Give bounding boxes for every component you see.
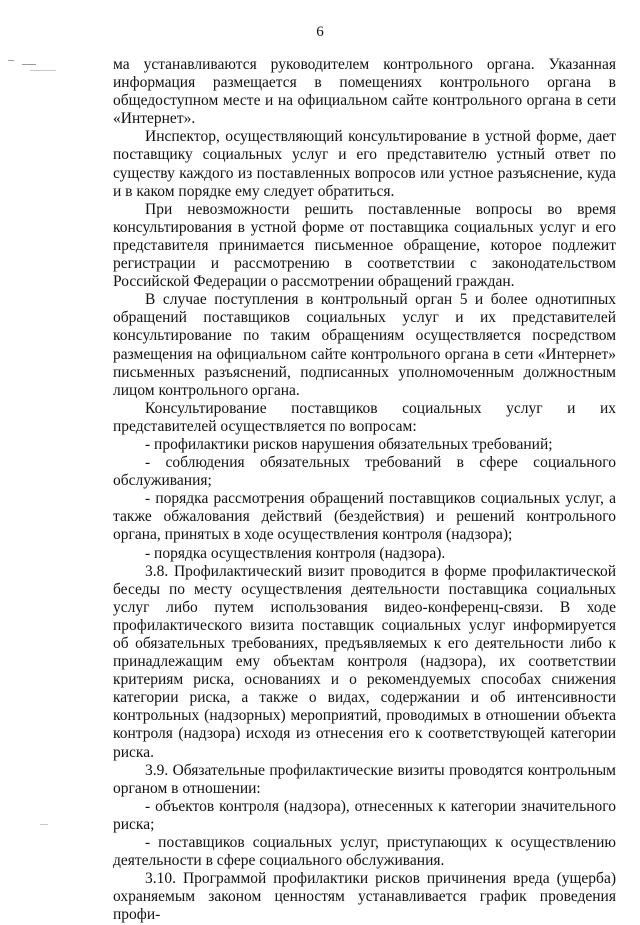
paragraph: В случае поступления в контрольный орган 5 и более однотипных обращений поставщиков социальных услуг и их представителей консультирование по таким обращениям осуществляется посредством размещения на официальном сайте контрольного органа в сети «Интернет» письменных разъяснений, подписанных уполномоченным должностным лицом контрольного органа.: [113, 291, 616, 399]
list-item: - объектов контроля (надзора), отнесенных к категории значительного риска;: [113, 797, 616, 833]
list-item: - соблюдения обязательных требований в сфере социального обслуживания;: [113, 454, 616, 490]
paragraph: Инспектор, осуществляющий консультирование в устной форме, дает поставщику социальных услуг и его представителю устный ответ по существу каждого из поставленных вопросов или устное разъяснение, куда и в каком порядке ему следует обратиться.: [113, 128, 616, 200]
paragraph: 3.8. Профилактический визит проводится в форме профилактической беседы по месту осуществления деятельности поставщика социальных услуг либо путем использования видео-конференц-связи. В ходе профилактического визита поставщик социальных услуг информируется об обязательных требованиях, предъявляемых к его деятельности либо к принадлежащим ему объектам контроля (надзора), их соответствии критериям риска, основаниях и о рекомендуемых способах снижения категории риска, а также о видах, содержании и об интенсивности контрольных (надзорных) мероприятий, проводимых в отношении объекта контроля (надзора) исходя из отнесения его к соответствующей категории риска.: [113, 562, 616, 761]
scan-artifact: [8, 60, 14, 61]
scan-artifact: [40, 824, 48, 825]
page-number: 6: [316, 24, 324, 40]
paragraph: ма устанавливаются руководителем контрольного органа. Указанная информация размещается в помещениях контрольного органа в общедоступном месте и на официальном сайте контрольного органа в сети «Интернет».: [113, 56, 616, 128]
list-item: - порядка рассмотрения обращений поставщиков социальных услуг, а также обжалования действий (бездействия) и решений контрольного органа, принятых в ходе осуществления контроля (надзора);: [113, 490, 616, 544]
document-body: [113, 56, 616, 925]
list-item: - поставщиков социальных услуг, приступающих к осуществлению деятельности в сфере социального обслуживания.: [113, 834, 616, 870]
scan-artifact: [22, 64, 36, 65]
paragraph: При невозможности решить поставленные вопросы во время консультирования в устной форме от поставщика социальных услуг и его представителя принимается письменное обращение, которое подлежит регистрации и рассмотрению в соответствии с законодательством Российской Федерации о рассмотрении обращений граждан.: [113, 200, 616, 291]
list-item: - профилактики рисков нарушения обязательных требований;: [145, 435, 553, 453]
scan-artifact: [30, 70, 56, 71]
paragraph: 3.9. Обязательные профилактические визиты проводятся контрольным органом в отношении:: [113, 761, 616, 797]
paragraph: Консультирование поставщиков социальных услуг и их представителей осуществляется по вопросам:: [113, 399, 616, 435]
list-item: - порядка осуществления контроля (надзора).: [145, 544, 446, 562]
paragraph: 3.10. Программой профилактики рисков причинения вреда (ущерба) охраняемым законом ценностям устанавливается график проведения профи-: [113, 870, 616, 924]
